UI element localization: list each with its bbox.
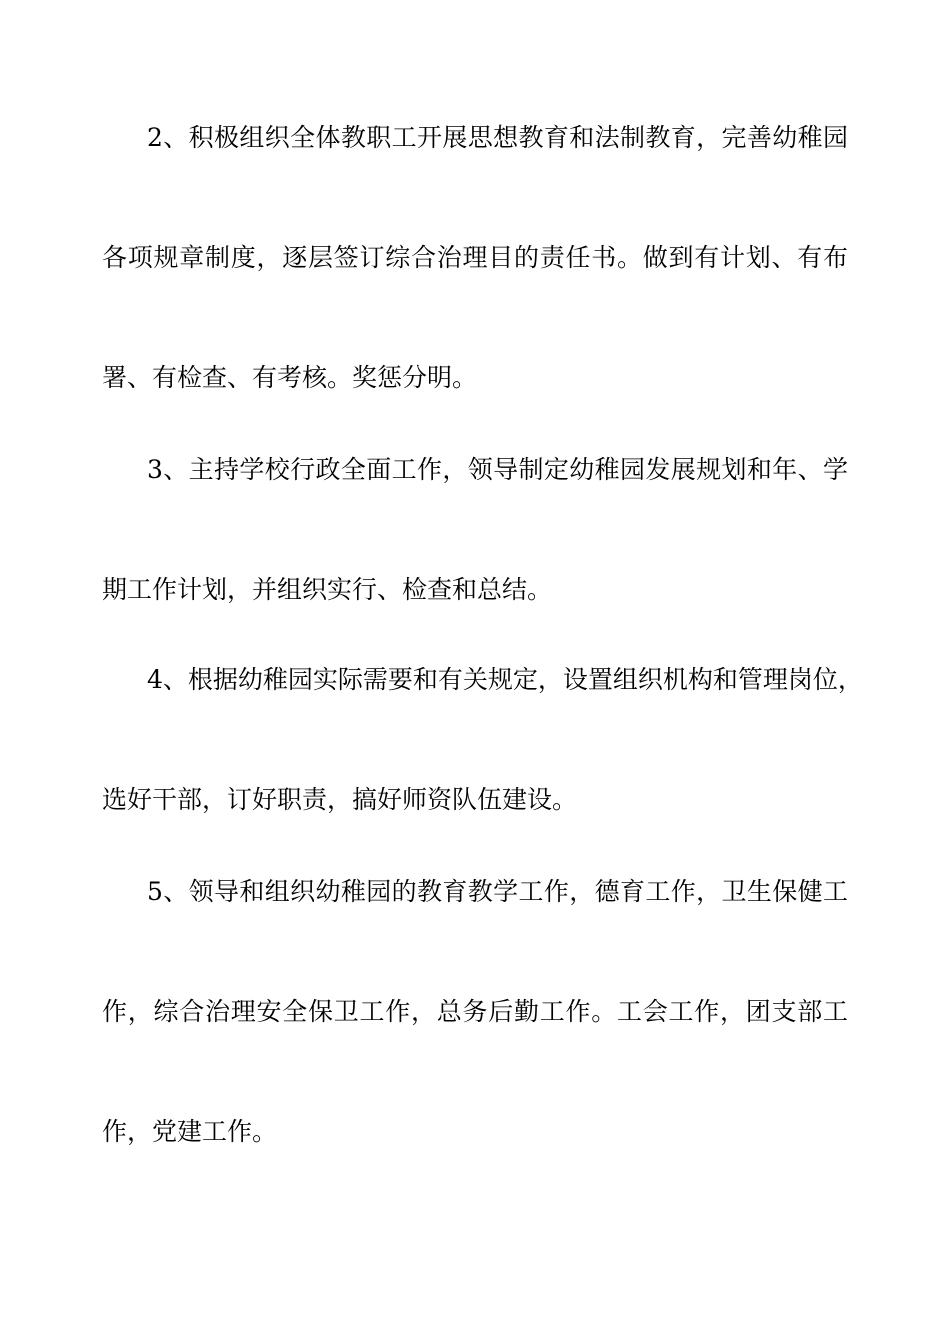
paragraph-2-line-2: 各项规章制度，逐层签订综合治理目的责任书。做到有计划、有布	[102, 243, 848, 272]
paragraph-5-line-3: 作，党建工作。	[102, 1117, 278, 1146]
paragraph-5-line-2: 作，综合治理安全保卫工作，总务后勤工作。工会工作，团支部工	[102, 997, 848, 1026]
paragraph-4-line-1: 4、根据幼稚园实际需要和有关规定，设置组织机构和管理岗位，	[147, 665, 863, 694]
paragraph-2-line-3: 署、有检查、有考核。奖惩分明。	[102, 363, 478, 392]
paragraph-4-line-2: 选好干部，订好职责，搞好师资队伍建设。	[102, 785, 578, 814]
paragraph-3-line-1: 3、主持学校行政全面工作，领导制定幼稚园发展规划和年、学	[147, 455, 848, 484]
paragraph-5-line-1: 5、领导和组织幼稚园的教育教学工作，德育工作，卫生保健工	[147, 877, 848, 906]
paragraph-3-line-2: 期工作计划，并组织实行、检查和总结。	[102, 575, 553, 604]
paragraph-2-line-1: 2、积极组织全体教职工开展思想教育和法制教育，完善幼稚园	[147, 123, 848, 152]
